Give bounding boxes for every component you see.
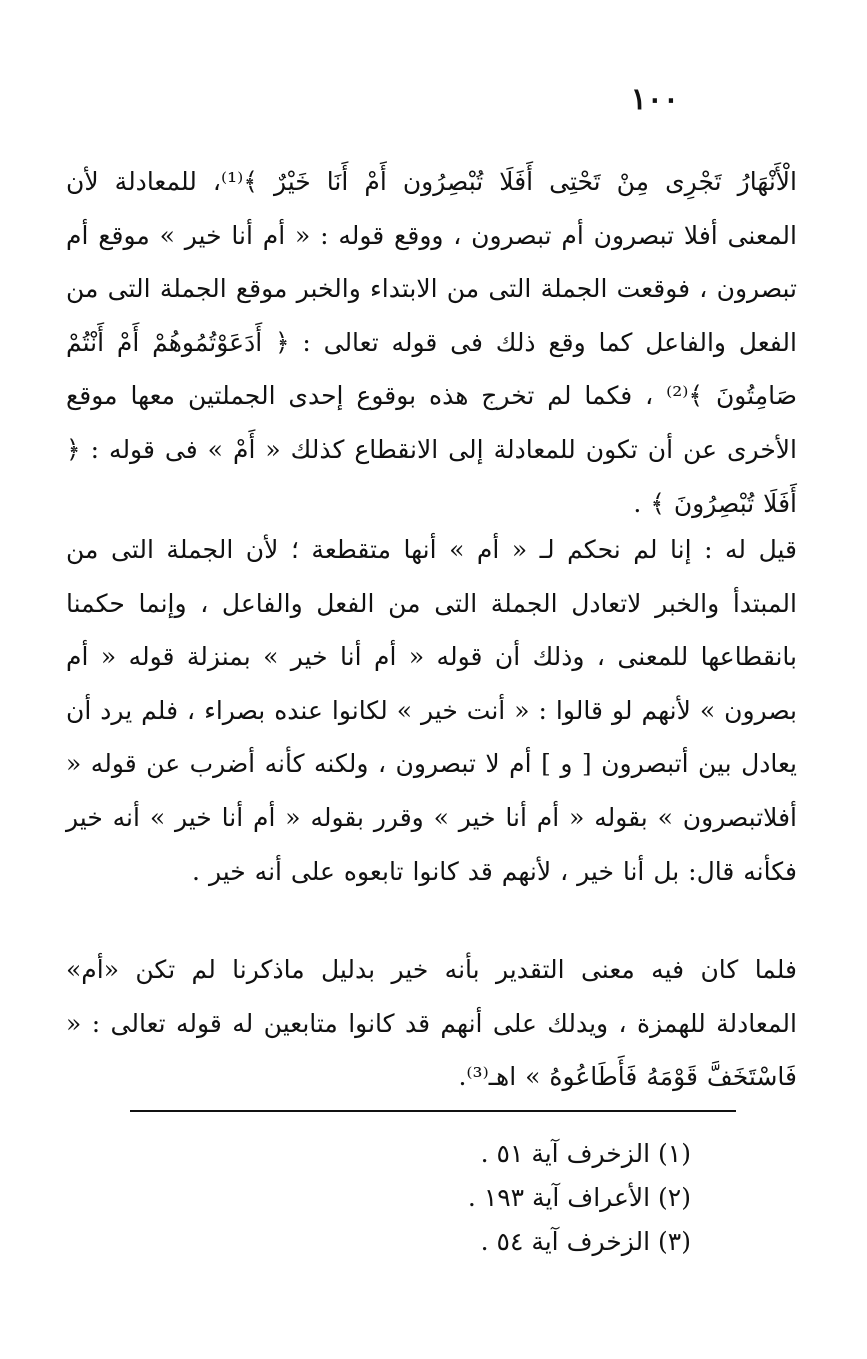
footnote-item: (١) الزخرف آية ٥١ . — [480, 1139, 691, 1168]
footnote-item: (٣) الزخرف آية ٥٤ . — [480, 1227, 691, 1256]
footnotes — [291, 1132, 691, 1264]
body-paragraph: الْأَنْهَارُ تَجْرِى مِنْ تَحْتِى أَفَلَا تُبْصِرُون أَمْ أَنَا خَيْرٌ ﴾⁽¹⁾، للمعادلة لأن المعنى أفلا تبصرون أم تبصرون ، ووقع قوله : « أم أنا خير » موقع أم تبصرون ، فوقعت الجملة التى من الابتداء والخبر موقع الجملة التى من الفعل والفاعل كما وقع ذلك فى قوله تعالى : ﴿ أَدَعَوْتُمُوهُمْ أَمْ أَنْتُمْ صَامِتُونَ ﴾⁽²⁾ ، فكما لم تخرج هذه بوقوع إحدى الجملتين معها موقع الأخرى عن أن تكون للمعادلة إلى الانقطاع كذلك « أَمْ » فى قوله : ﴿ أَفَلَا تُبْصِرُونَ ﴾ . — [66, 167, 797, 518]
body-paragraph: فلما كان فيه معنى التقدير بأنه خير بدليل ماذكرنا لم تكن «أم» المعادلة للهمزة ، ويدلك على أنهم قد كانوا متابعين له قوله تعالى : « فَاسْتَخَفَّ قَوْمَهُ فَأَطَاعُوهُ » اهـ⁽³⁾. — [66, 955, 797, 1092]
footnote-separator — [130, 1110, 736, 1112]
page-number: ١٠٠ — [630, 82, 679, 117]
footnote-item: (٢) الأعراف آية ١٩٣ . — [467, 1183, 691, 1212]
body-paragraph: قيل له : إنا لم نحكم لـ « أم » أنها متقطعة ؛ لأن الجملة التى من المبتدأ والخبر لاتعادل الجملة التى من الفعل والفاعل ، وإنما حكمنا بانقطاعها للمعنى ، وذلك أن قوله « أم أنا خير » بمنزلة قوله « أم بصرون » لأنهم لو قالوا : « أنت خير » لكانوا عنده بصراء ، فلم يرد أن يعادل بين أتبصرون [ و ] أم لا تبصرون ، ولكنه كأنه أضرب عن قوله « أفلاتبصرون » بقوله « أم أنا خير » وقرر بقوله « أم أنا خير » أنه خير فكأنه قال: بل أنا خير ، لأنهم قد كانوا تابعوه على أنه خير . — [66, 535, 797, 886]
